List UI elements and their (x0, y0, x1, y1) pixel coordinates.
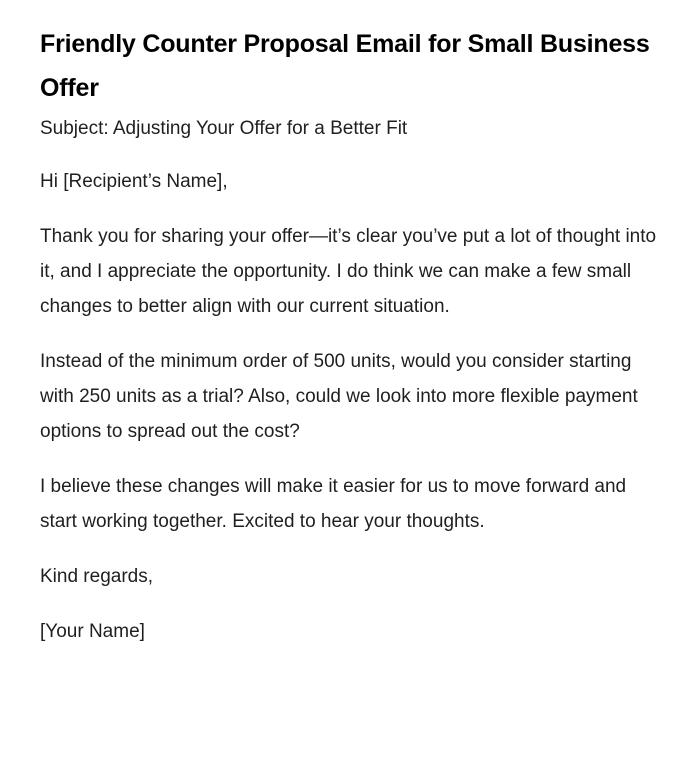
document-title: Friendly Counter Proposal Email for Small Business Offer (40, 30, 650, 102)
email-signature: [Your Name] (40, 621, 145, 642)
email-closing: Kind regards, (40, 566, 154, 587)
email-subject: Subject: Adjusting Your Offer for a Better Fit (40, 118, 408, 139)
email-paragraph-2: Instead of the minimum order of 500 units, would you consider starting with 250 units as a trial? Also, could we look into more flexible payment options to spread out the cost? (40, 351, 638, 442)
email-paragraph-1: Thank you for sharing your offer—it’s clear you’ve put a lot of thought into it, and I appreciate the opportunity. I do think we can make a few small changes to better align with our current situation. (40, 226, 657, 317)
email-greeting: Hi [Recipient’s Name], (40, 171, 228, 192)
email-paragraph-3: I believe these changes will make it easier for us to move forward and start working together. Excited to hear your thoughts. (40, 476, 627, 532)
